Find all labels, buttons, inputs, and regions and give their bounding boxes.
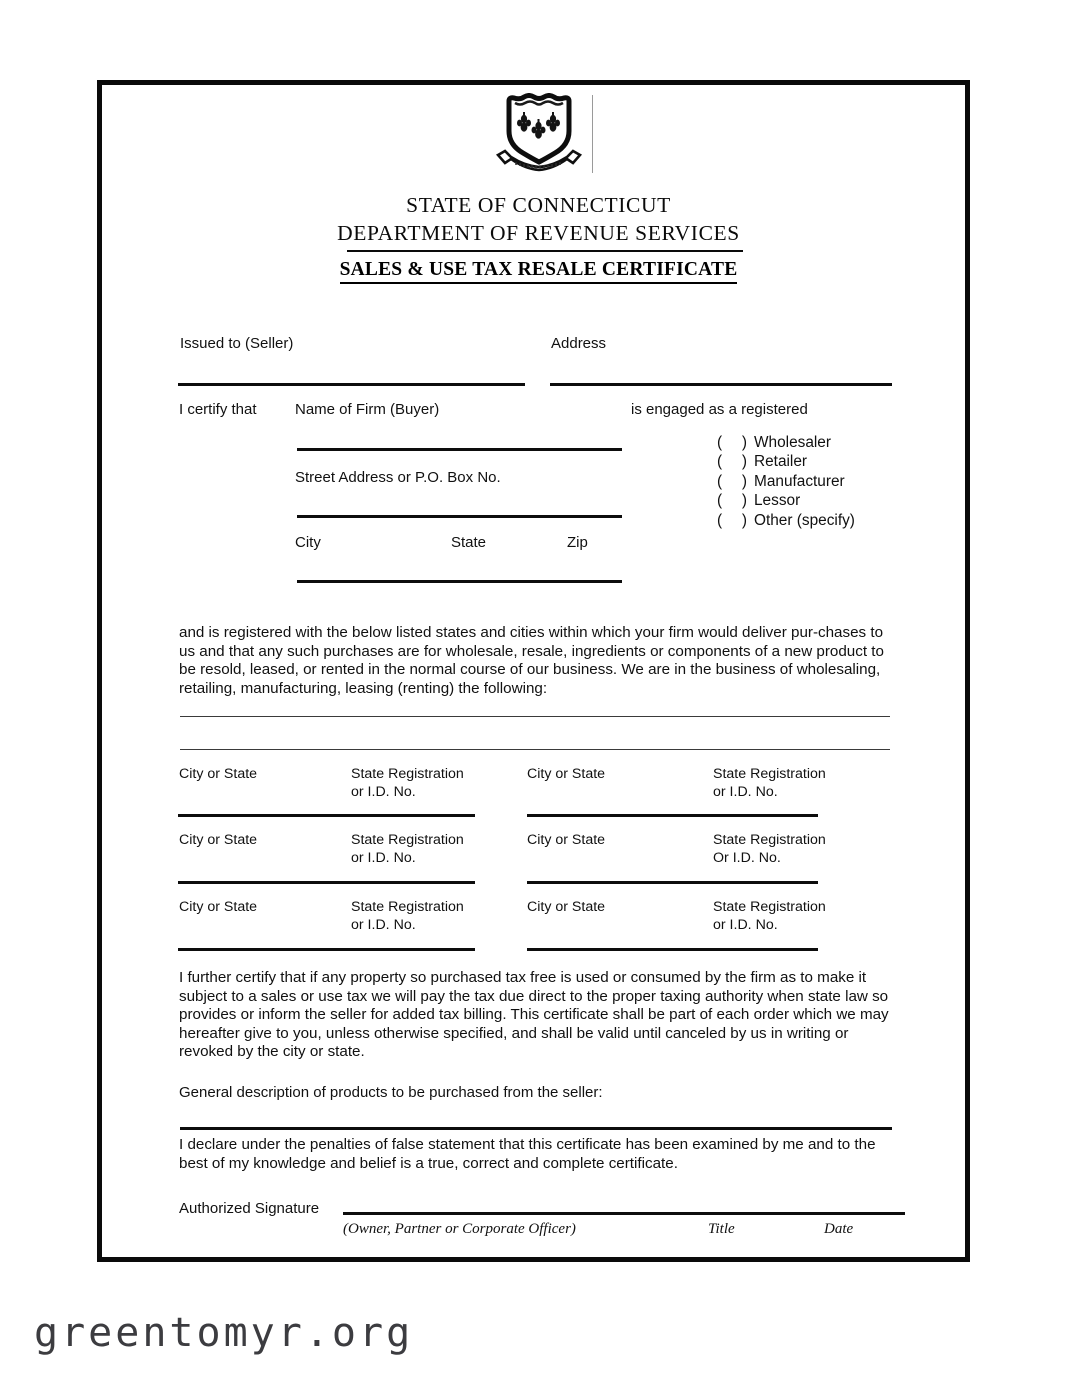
option-label: Wholesaler <box>754 434 831 451</box>
authorized-signature-label: Authorized Signature <box>179 1200 320 1217</box>
option-lessor[interactable] <box>717 491 855 510</box>
option-paren-open: ( <box>717 511 723 529</box>
grid-input-rule-right-2[interactable] <box>527 881 818 884</box>
connecticut-state-seal-icon <box>493 93 585 177</box>
registration-statement-paragraph: and is registered with the below listed states and cities within which your firm would deliver pur-chases to us and that any such purchases are for wholesale, resale, ingredients or components of a new product to be resold, leased, or rented in the normal course of our business. We are in the business of wholesaling, retailing, manufacturing, leasing (renting) the following: <box>179 624 884 697</box>
option-paren-open: ( <box>717 434 723 451</box>
grid-registration-label-line2: or I.D. No. <box>351 784 416 800</box>
firm-name-label: Name of Firm (Buyer) <box>295 401 440 418</box>
option-manufacturer[interactable] <box>717 472 855 491</box>
firm-name-input-rule[interactable] <box>297 448 622 451</box>
issued-to-label: Issued to (Seller) <box>180 335 294 352</box>
grid-registration-label-line1: State Registration <box>713 899 826 915</box>
registered-as-label: is engaged as a registered <box>631 401 808 418</box>
grid-city-label: City or State <box>179 766 258 782</box>
agency-line-2: DEPARTMENT OF REVENUE SERVICES <box>337 221 740 246</box>
grid-input-rule-left-2[interactable] <box>178 881 475 884</box>
agency-line-1: STATE OF CONNECTICUT <box>406 193 671 217</box>
seal-container <box>102 93 975 182</box>
issued-to-input-rule[interactable] <box>178 383 525 386</box>
city-label: City <box>295 534 321 551</box>
title-top-rule <box>347 250 743 252</box>
title-label: Title <box>708 1221 735 1237</box>
option-label: Retailer <box>754 453 808 471</box>
business-description-rule-1[interactable] <box>180 716 890 717</box>
grid-city-label: City or State <box>179 899 258 915</box>
option-paren-close: ) <box>741 511 747 529</box>
date-label: Date <box>824 1221 854 1237</box>
option-other[interactable] <box>717 511 855 530</box>
option-label: Lessor <box>754 492 801 510</box>
general-description-label: General description of products to be purchased from the seller: <box>179 1084 603 1101</box>
business-description-rule-2[interactable] <box>180 749 890 750</box>
grid-registration-label-line1: State Registration <box>351 899 464 915</box>
street-address-input-rule[interactable] <box>297 515 622 518</box>
grid-input-rule-right-3[interactable] <box>527 948 818 951</box>
registration-type-options <box>717 433 855 530</box>
address-label: Address <box>551 335 607 352</box>
address-input-rule[interactable] <box>550 383 892 386</box>
grid-input-rule-left-1[interactable] <box>178 814 475 817</box>
general-description-input-rule[interactable] <box>180 1127 892 1130</box>
grid-input-rule-right-1[interactable] <box>527 814 818 817</box>
option-wholesaler[interactable] <box>717 433 855 452</box>
option-paren-open: ( <box>717 492 723 510</box>
page-title <box>102 259 975 284</box>
option-paren-close: ) <box>741 453 747 471</box>
grid-registration-label-line2: or I.D. No. <box>351 917 416 933</box>
grid-city-label: City or State <box>179 832 258 848</box>
site-watermark: greentomyr.org <box>34 1310 414 1356</box>
grid-registration-label-line1: State Registration <box>713 832 826 848</box>
state-seal <box>493 93 585 182</box>
grid-city-label: City or State <box>527 832 606 848</box>
option-paren-open: ( <box>717 472 723 490</box>
option-retailer[interactable] <box>717 452 855 471</box>
further-certification-paragraph: I further certify that if any property so purchased tax free is used or consumed by the firm as to make it subject to a sales or use tax we will pay the tax due direct to the proper taxing authority when state law so provides or inform the seller for added tax billing. This certificate shall be part of each order which we may hereafter give to you, unless otherwise specified, and shall be valid until canceled by us in writing or revoked by the city or state. <box>179 969 889 1061</box>
option-label: Manufacturer <box>754 472 845 490</box>
option-paren-open: ( <box>717 453 723 471</box>
zip-label: Zip <box>567 534 588 551</box>
document-frame <box>97 80 970 1262</box>
page-title-text: SALES & USE TAX RESALE CERTIFICATE <box>340 259 738 284</box>
grid-registration-label-line1: State Registration <box>713 766 826 782</box>
grid-registration-label-line2: or I.D. No. <box>713 917 778 933</box>
option-label: Other (specify) <box>754 511 855 529</box>
grid-input-rule-left-3[interactable] <box>178 948 475 951</box>
grid-registration-label-line1: State Registration <box>351 832 464 848</box>
grid-registration-label-line2: Or I.D. No. <box>713 850 781 866</box>
certify-label: I certify that <box>179 401 257 418</box>
state-label: State <box>451 534 487 551</box>
grid-city-label: City or State <box>527 766 606 782</box>
option-paren-close: ) <box>741 434 747 451</box>
grid-registration-label-line2: or I.D. No. <box>351 850 416 866</box>
grid-city-label: City or State <box>527 899 606 915</box>
seal-divider-rule <box>592 95 593 173</box>
grid-registration-label-line2: or I.D. No. <box>713 784 778 800</box>
document-header <box>102 191 975 248</box>
owner-caption: (Owner, Partner or Corporate Officer) <box>343 1221 576 1237</box>
street-address-label: Street Address or P.O. Box No. <box>295 469 501 486</box>
option-paren-close: ) <box>741 492 747 510</box>
signature-input-rule[interactable] <box>343 1212 905 1215</box>
grid-registration-label-line1: State Registration <box>351 766 464 782</box>
city-state-zip-input-rule[interactable] <box>297 580 622 583</box>
option-paren-close: ) <box>741 472 747 490</box>
declaration-paragraph: I declare under the penalties of false statement that this certificate has been examined by me and to the best of my knowledge and belief is a true, correct and complete certificate. <box>179 1136 876 1172</box>
